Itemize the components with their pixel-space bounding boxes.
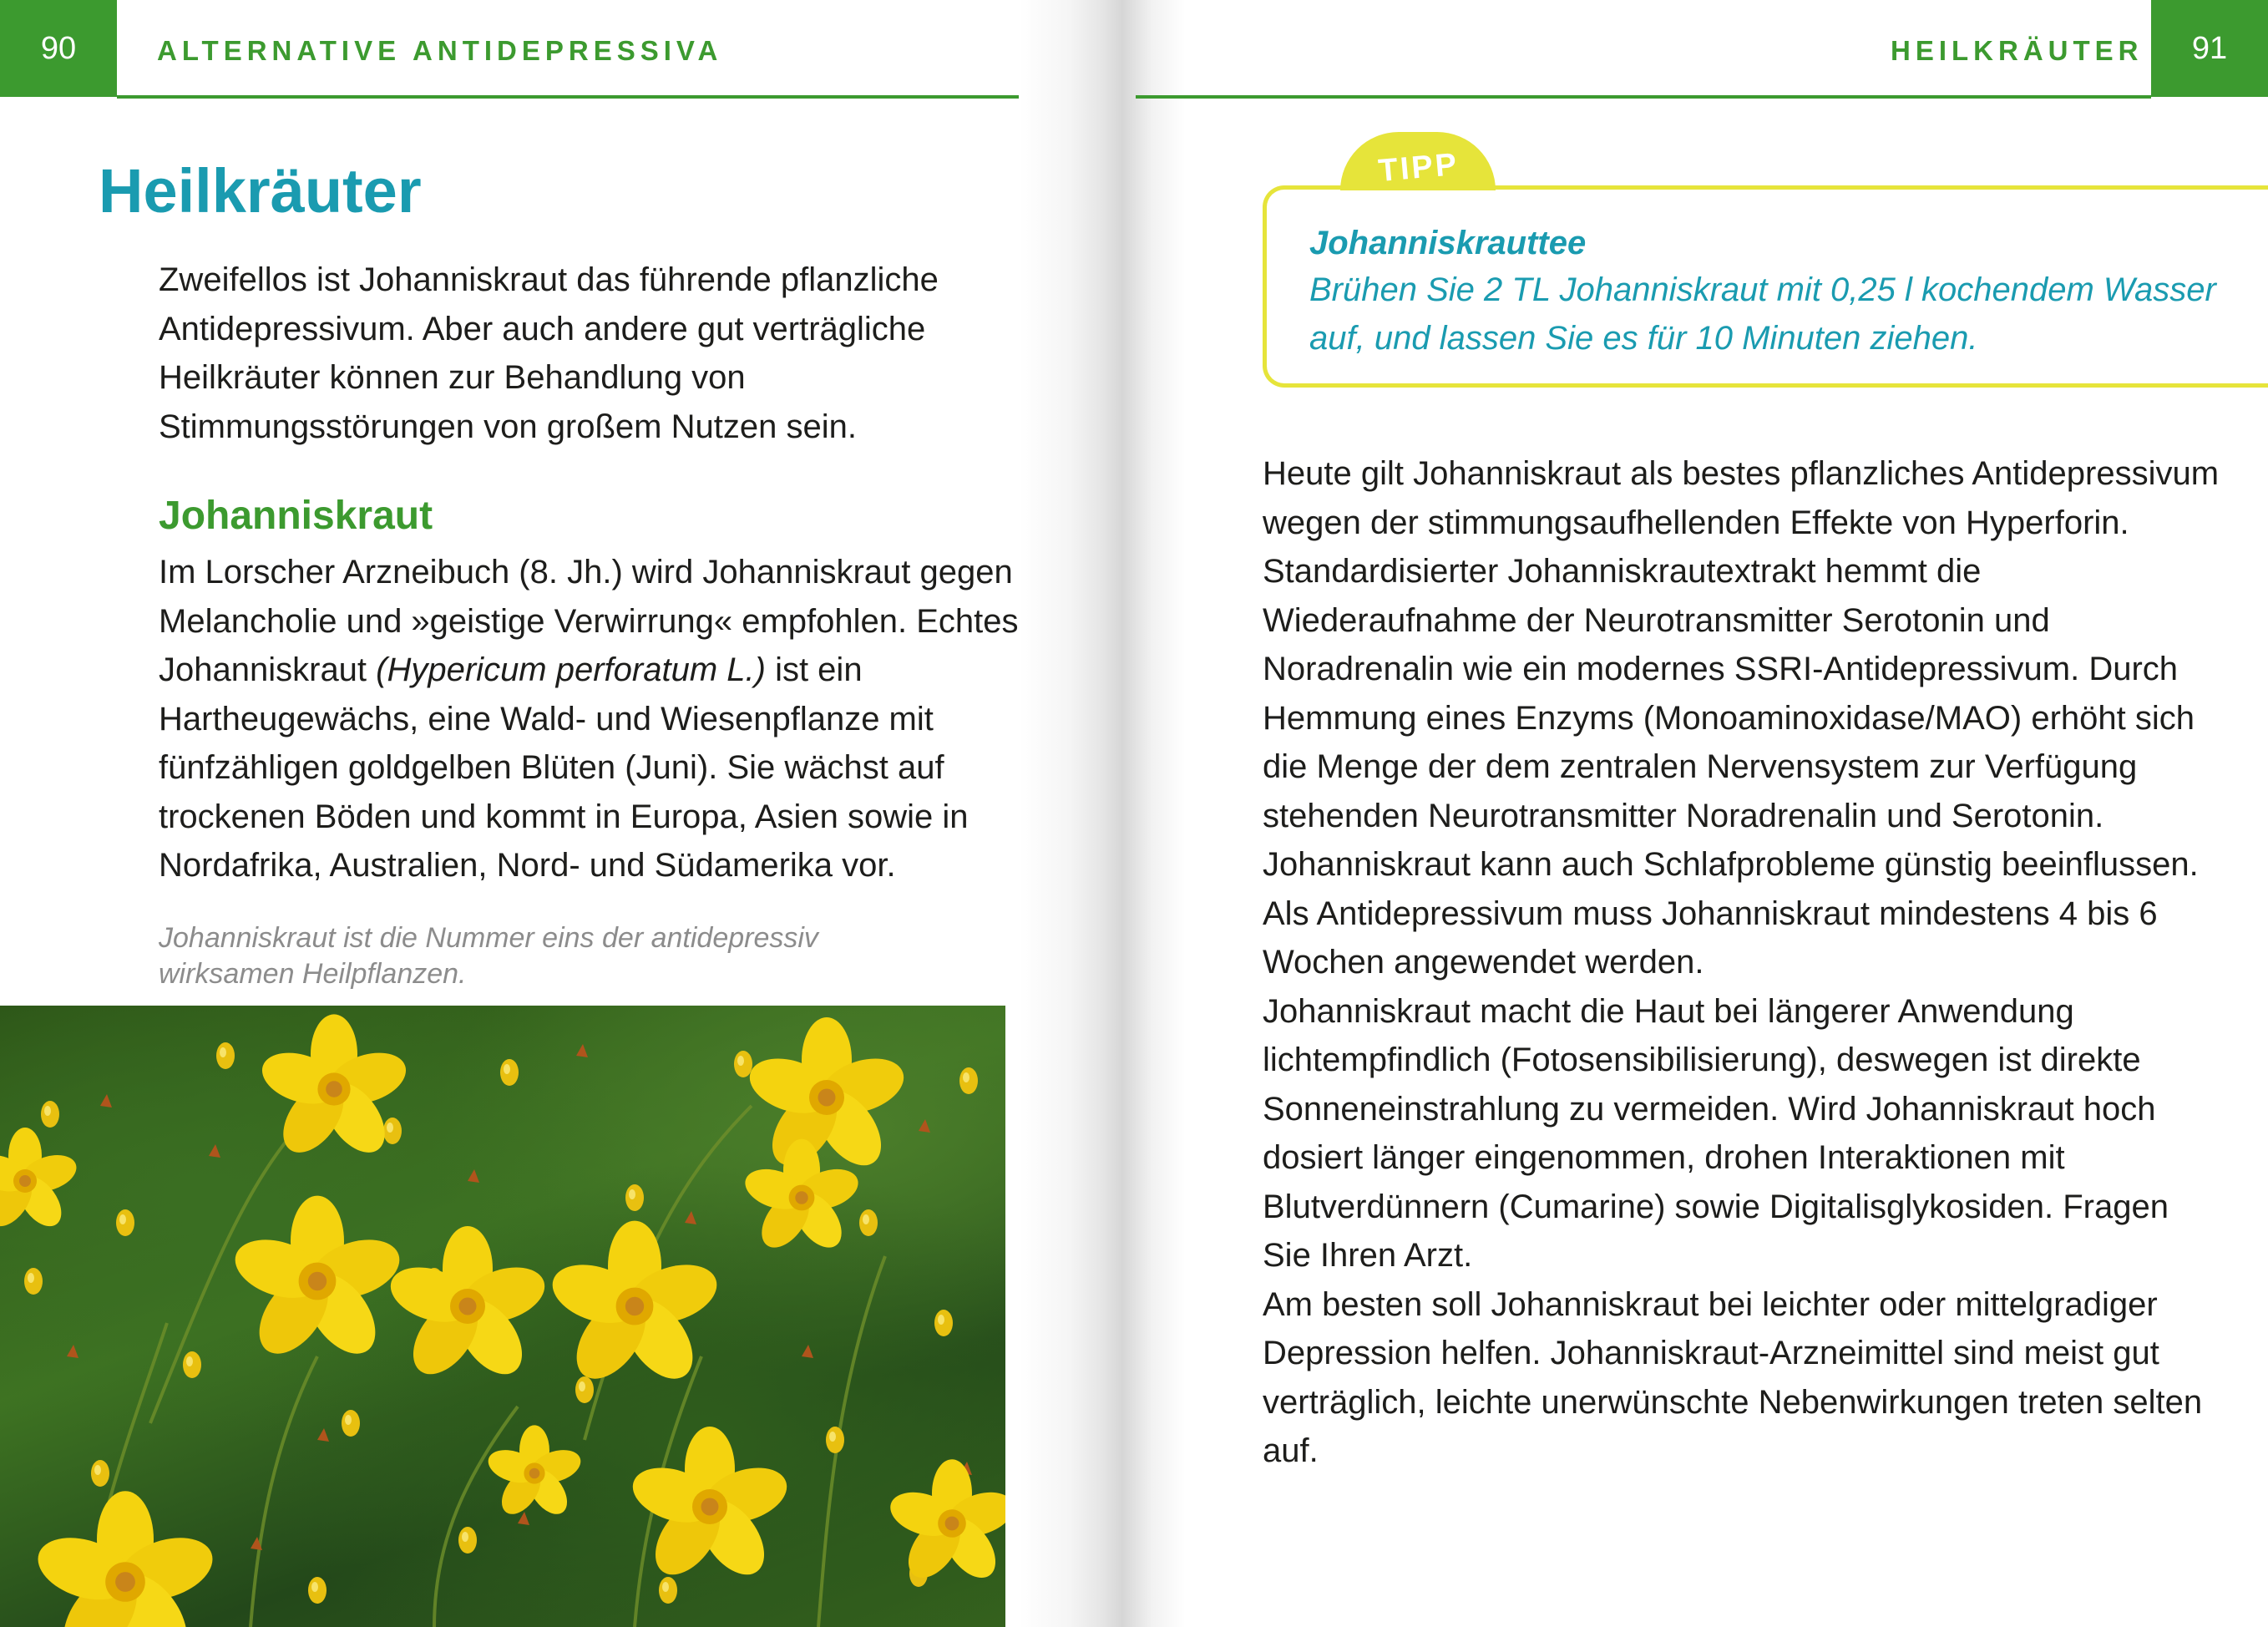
page-title: Heilkräuter (99, 156, 422, 226)
right-page-number-text: 91 (2191, 30, 2228, 66)
tipp-text: Brühen Sie 2 TL Johanniskraut mit 0,25 l kochendem Wasser auf, und lassen Sie es für 10 Minuten ziehen. (1309, 271, 2216, 357)
johanniskraut-text-a: Im Lorscher Arzneibuch (8. Jh.) wird Johanniskraut gegen Melancholie und »geistige Verwirrung« empfohlen. Echtes Johanniskraut (159, 554, 1019, 688)
latin-name: (Hypericum perforatum L.) (376, 651, 766, 688)
johanniskraut-text-b: ist ein Hartheugewächs, eine Wald- und Wiesenpflanze mit fünfzähligen goldgelben Blüten (Juni). Sie wächst auf trockenen Böden und kommt in Europa, Asien sowie in Nordafrika, Australien, Nord- und Südamerika vor. (159, 651, 969, 884)
johanniskraut-paragraph (159, 548, 1027, 890)
left-running-head: ALTERNATIVE ANTIDEPRESSIVA (157, 35, 723, 66)
right-running-head: HEILKRÄUTER (1891, 35, 2144, 66)
st-johns-wort-photo (0, 1006, 1005, 1627)
body-paragraph-1: Heute gilt Johanniskraut als bestes pflanzliches Antidepressivum wegen der stimmungsaufhellenden Effekte von Hyperforin. Standardisierter Johanniskrautextrakt hemmt die Wiederaufnahme der Neurotransmitter Serotonin und Noradrenalin wie ein modernes SSRI-Antidepressivum. Durch Hemmung eines Enzyms (Monoaminoxidase/MAO) erhöht sich die Menge der dem zentralen Nervensystem zur Verfügung stehenden Neurotransmitter Noradrenalin und Serotonin. Johanniskraut kann auch Schlafprobleme günstig beeinflussen. Als Antidepressivum muss Johanniskraut mindestens 4 bis 6 Wochen angewendet werden. (1263, 455, 2220, 981)
main-body-text (1263, 449, 2223, 1476)
left-page-number-text: 90 (40, 30, 77, 66)
body-paragraph-3: Am besten soll Johanniskraut bei leichter oder mittelgradiger Depression helfen. Johanniskraut-Arzneimittel sind meist gut verträglich, leichte unerwünschte Nebenwirkungen treten selten auf. (1263, 1285, 2203, 1469)
section-heading-johanniskraut: Johanniskraut (159, 494, 433, 538)
left-header-rule (117, 95, 1019, 99)
body-paragraph-2: Johanniskraut macht die Haut bei längerer Anwendung lichtempfindlich (Fotosensibilisierung), deswegen ist direkte Sonneneinstrahlung zu vermeiden. Wird Johanniskraut hoch dosiert länger eingenommen, drohen Interaktionen mit Blutverdünnern (Cumarine) sowie Digitalisglykosiden. Fragen Sie Ihren Arzt. (1263, 992, 2169, 1274)
tipp-title: Johanniskrauttee (1309, 225, 1587, 261)
tipp-tab (1340, 132, 1496, 190)
flower-illustration (0, 1006, 1005, 1627)
book-gutter-shadow (1019, 0, 1186, 1627)
right-page-number (2151, 0, 2268, 97)
photo-caption: Johanniskraut ist die Nummer eins der antidepressiv wirksamen Heilpflanzen. (159, 922, 818, 990)
right-header-rule (1136, 95, 2151, 99)
intro-paragraph: Zweifellos ist Johanniskraut das führende pflanzliche Antidepressivum. Aber auch andere gut verträgliche Heilkräuter können zur Behandlung von Stimmungsstörungen von großem Nutzen sein. (159, 261, 939, 445)
left-page-number (0, 0, 117, 97)
tipp-label: TIPP (1376, 146, 1461, 189)
